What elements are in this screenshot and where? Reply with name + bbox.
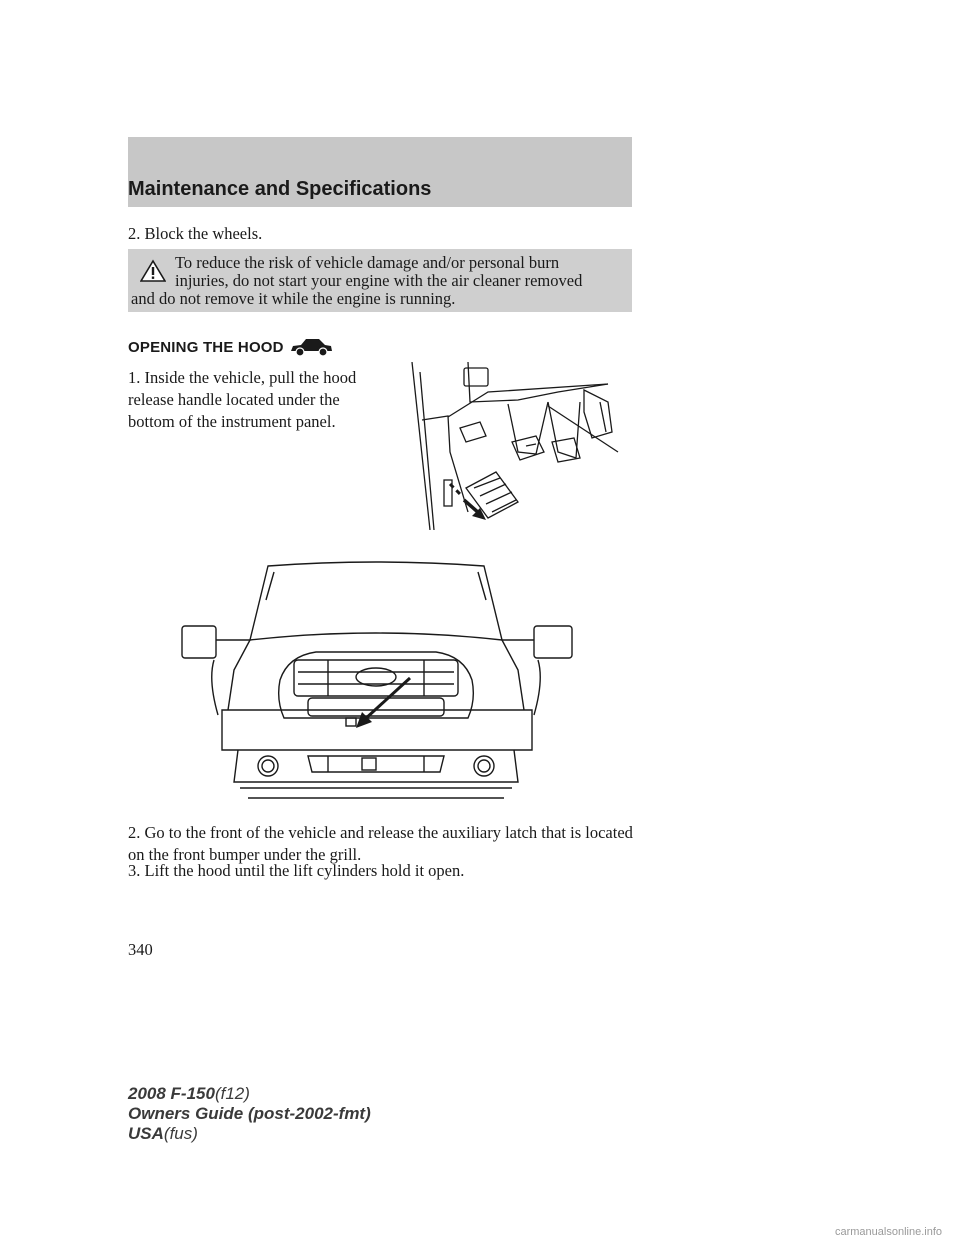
warning-text-line2: injuries, do not start your engine with the air cleaner removed [175, 271, 583, 290]
footer-region: USA [128, 1124, 164, 1143]
watermark: carmanualsonline.info [834, 1226, 942, 1238]
step-lift-hood: 3. Lift the hood until the lift cylinders hold it open. [128, 861, 465, 880]
page-title: Maintenance and Specifications [128, 178, 432, 200]
pedal-area-illustration [408, 362, 628, 530]
section-heading: OPENING THE HOOD [128, 339, 284, 356]
footer-region-code: (fus) [163, 1124, 198, 1143]
footer-imprint [128, 1084, 371, 1144]
step-pull-release: 1. Inside the vehicle, pull the hood release handle located under the bottom of the instrument panel. [128, 368, 357, 431]
footer-model-code: (f12) [214, 1084, 250, 1103]
step-auxiliary-latch: 2. Go to the front of the vehicle and release the auxiliary latch that is located on the front bumper under the grill. [128, 823, 633, 864]
page-number: 340 [128, 940, 153, 959]
truck-front-illustration [178, 560, 574, 805]
warning-text-line3: and do not remove it while the engine is running. [131, 289, 456, 308]
car-icon [289, 336, 333, 358]
warning-text-line1: To reduce the risk of vehicle damage and/or personal burn [175, 253, 560, 272]
footer-guide: Owners Guide (post-2002-fmt) [128, 1104, 371, 1123]
warning-triangle-icon [140, 259, 166, 283]
footer-model: 2008 F-150 [128, 1084, 215, 1103]
step-block-wheels: 2. Block the wheels. [128, 224, 263, 243]
